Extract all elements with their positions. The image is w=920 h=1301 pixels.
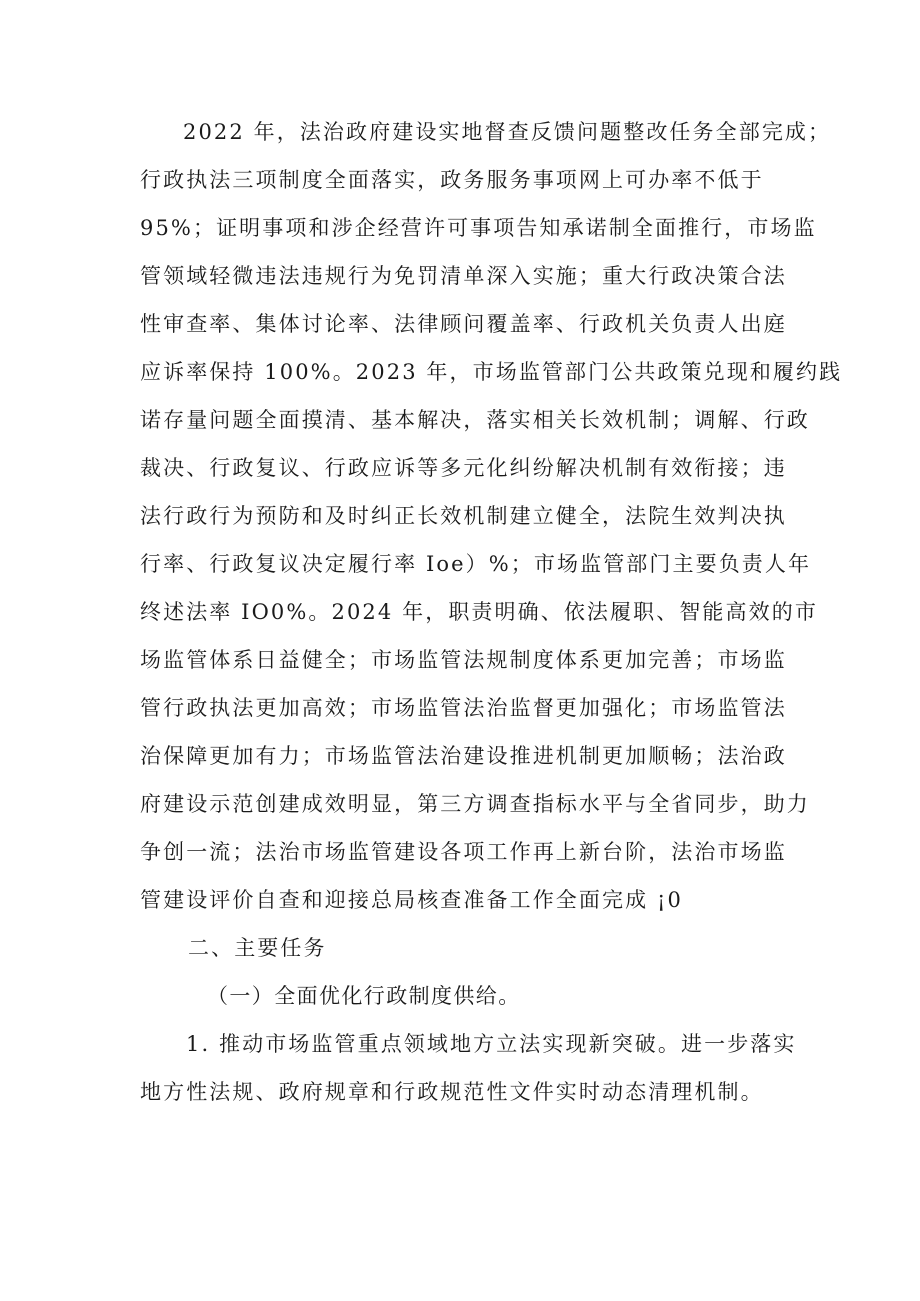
- paragraph-line: 管行政执法更加高效；市场监管法治监督更加强化；市场监管法: [140, 696, 787, 720]
- paragraph-line: 2022 年，法治政府建设实地督查反馈问题整改任务全部完成；: [183, 120, 832, 144]
- paragraph-line: 诺存量问题全面摸清、基本解决，落实相关长效机制；调解、行政: [140, 408, 810, 432]
- sub-heading: （一）全面优化行政制度供给。: [207, 984, 521, 1008]
- paragraph-line: 场监管体系日益健全；市场监管法规制度体系更加完善；市场监: [140, 648, 787, 672]
- paragraph-line: 应诉率保持 100%。2023 年，市场监管部门公共政策兑现和履约践: [140, 360, 843, 384]
- paragraph-line: 管领域轻微违法违规行为免罚清单深入实施；重大行政决策合法: [140, 264, 787, 288]
- paragraph-line: 府建设示范创建成效明显，第三方调查指标水平与全省同步，助力: [140, 792, 810, 816]
- paragraph-line: 法行政行为预防和及时纠正长效机制建立健全，法院生效判决执: [140, 504, 787, 528]
- paragraph-line: 治保障更加有力；市场监管法治建设推进机制更加顺畅；法治政: [140, 744, 787, 768]
- paragraph-line: 终述法率 IO0%。2024 年，职责明确、依法履职、智能高效的市: [140, 600, 818, 624]
- paragraph-line: 行率、行政复议决定履行率 Ioe）%；市场监管部门主要负责人年: [140, 552, 812, 576]
- paragraph-line: 95%；证明事项和涉企经营许可事项告知承诺制全面推行，市场监: [140, 216, 817, 240]
- section-heading: 二、主要任务: [188, 936, 327, 960]
- item-line: 1. 推动市场监管重点领域地方立法实现新突破。进一步落实: [186, 1032, 797, 1056]
- paragraph-line: 性审查率、集体讨论率、法律顾问覆盖率、行政机关负责人出庭: [140, 312, 787, 336]
- paragraph-line: 争创一流；法治市场监管建设各项工作再上新台阶，法治市场监: [140, 840, 787, 864]
- paragraph-line: 行政执法三项制度全面落实，政务服务事项网上可办率不低于: [140, 168, 764, 192]
- paragraph-line: 裁决、行政复议、行政应诉等多元化纠纷解决机制有效衔接；违: [140, 456, 787, 480]
- paragraph-line: 管建设评价自查和迎接总局核查准备工作全面完成 ¡0: [140, 888, 683, 912]
- item-line: 地方性法规、政府规章和行政规范性文件实时动态清理机制。: [140, 1080, 764, 1104]
